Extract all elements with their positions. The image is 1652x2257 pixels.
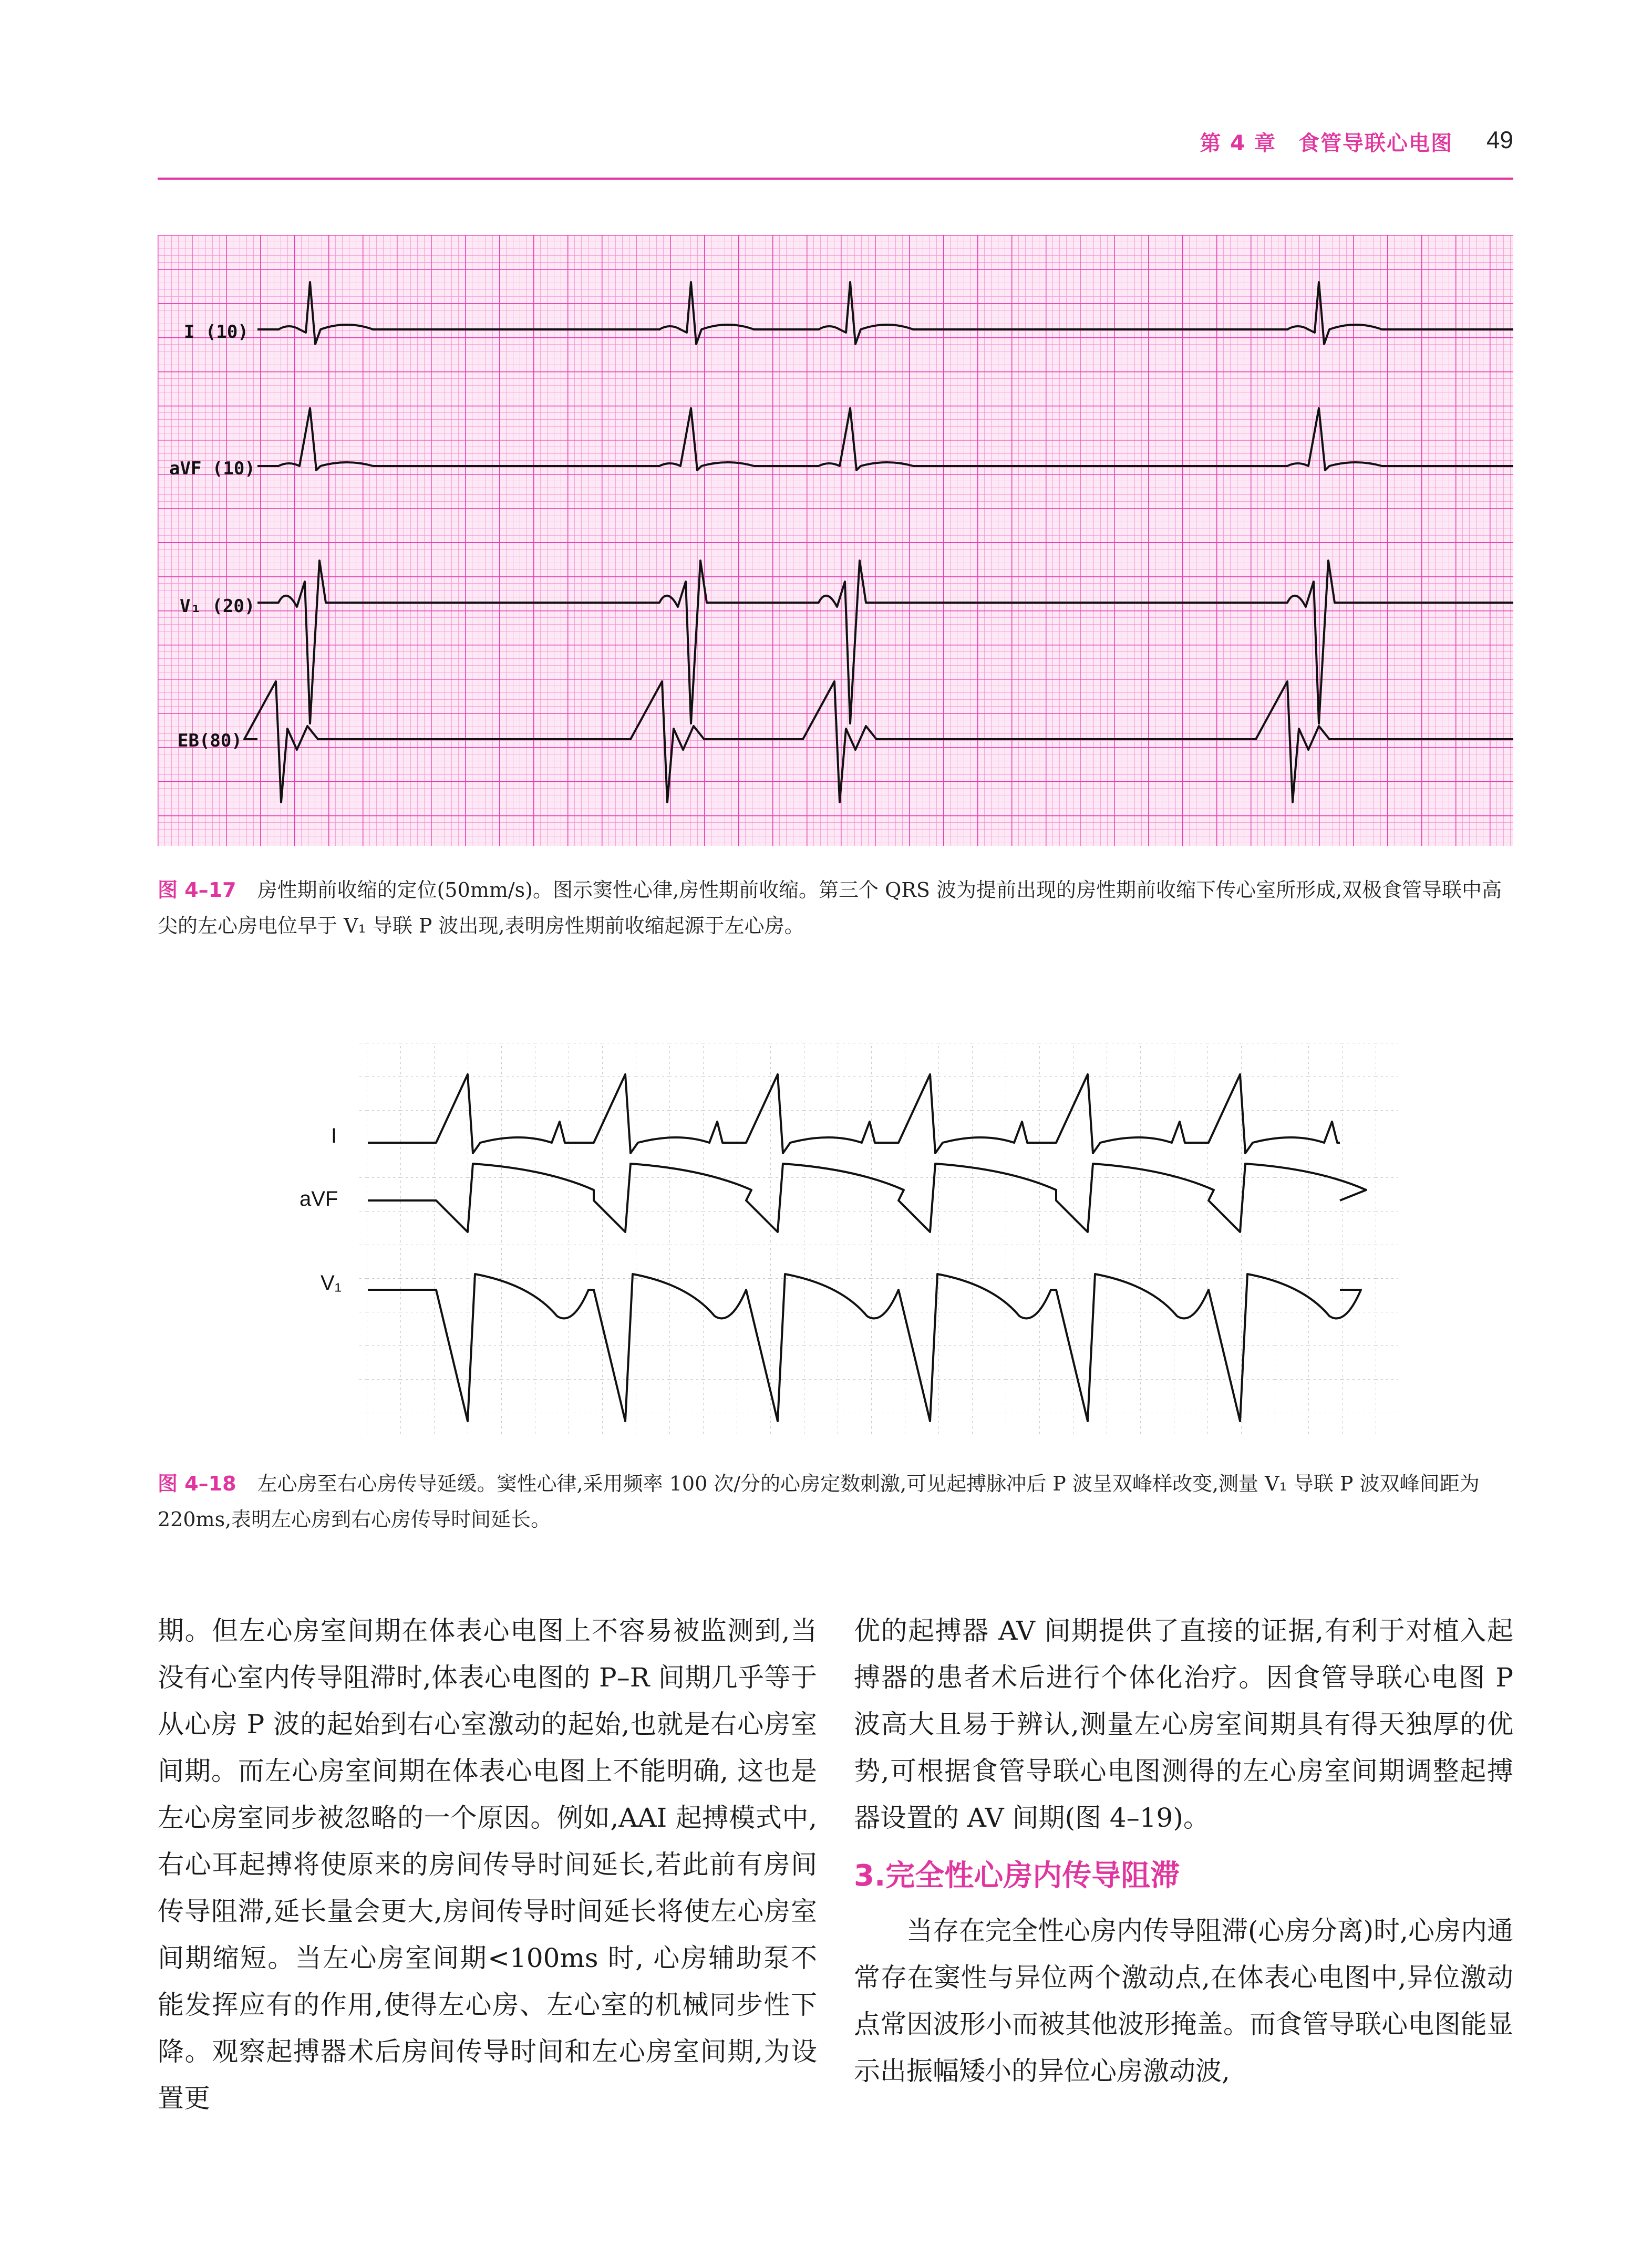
caption-text: 左心房至右心房传导延缓。窦性心律,采用频率 100 次/分的心房定数刺激,可见起搏脉冲后 P 波呈双峰样改变,测量 V₁ 导联 P 波双峰间距为 220ms,表明左心房到右心房传导时间延长。: [158, 1472, 1480, 1531]
figure-4-18-caption: [158, 1466, 1513, 1537]
body-paragraph: 期。但左心房室间期在体表心电图上不容易被监测到,当没有心室内传导阻滞时,体表心电图的 P–R 间期几乎等于从心房 P 波的起始到右心室激动的起始,也就是右心房室间期。而左心房室间期在体表心电图上不能明确, 这也是左心房室同步被忽略的一个原因。例如,AAI 起搏模式中,右心耳起搏将使原来的房间传导时间延长,若此前有房间传导阻滞,延长量会更大,房间传导时间延长将使左心房室间期缩短。当左心房室间期<100ms 时, 心房辅助泵不能发挥应有的作用,使得左心房、左心室的机械同步性下降。观察起搏器术后房间传导时间和左心房室间期,为设置更: [158, 1616, 817, 2114]
lead-label-V1: V₁: [321, 1271, 342, 1295]
body-paragraph: 当存在完全性心房内传导阻滞(心房分离)时,心房内通常存在窦性与异位两个激动点,在体表心电图中,异位激动点常因波形小而被其他波形掩盖。而食管导联心电图能显示出振幅矮小的异位心房激动波,: [854, 1916, 1513, 2086]
lead-label-I: I (10): [184, 322, 249, 343]
lead-label-V1: V₁ (20): [180, 596, 255, 617]
figure-4-17-caption: [158, 872, 1513, 944]
lead-label-aVF: aVF (10): [169, 458, 255, 479]
body-paragraph: 优的起搏器 AV 间期提供了直接的证据,有利于对植入起搏器的患者术后进行个体化治疗。因食管导联心电图 P 波高大且易于辨认,测量左心房室间期具有得天独厚的优势,可根据食管导联心电图测得的左心房室间期调整起搏器设置的 AV 间期(图 4–19)。: [854, 1616, 1513, 1833]
caption-text: 房性期前收缩的定位(50mm/s)。图示窦性心律,房性期前收缩。第三个 QRS 波为提前出现的房性期前收缩下传心室所形成,双极食管导联中高尖的左心房电位早于 V₁ 导联 P 波出现,表明房性期前收缩起源于左心房。: [158, 878, 1502, 937]
body-column-left: [158, 1608, 817, 2122]
page-header: [158, 123, 1513, 160]
lead-label-I: I: [331, 1124, 337, 1147]
lead-label-aVF: aVF: [300, 1187, 338, 1210]
header-rule: [158, 178, 1513, 180]
ecg-figure-4-18: [300, 1043, 1398, 1434]
section-title: 3.完全性心房内传导阻滞: [854, 1859, 1180, 1893]
figure-label: 图 4–17: [158, 878, 236, 902]
page-number: 49: [1486, 126, 1513, 153]
figure-label: 图 4–18: [158, 1472, 236, 1495]
chapter-title: 第 4 章 食管导联心电图: [1200, 131, 1453, 156]
lead-label-EB: EB(80): [178, 730, 242, 751]
ecg-figure-4-17: [158, 235, 1513, 846]
body-column-right: [854, 1608, 1513, 2095]
